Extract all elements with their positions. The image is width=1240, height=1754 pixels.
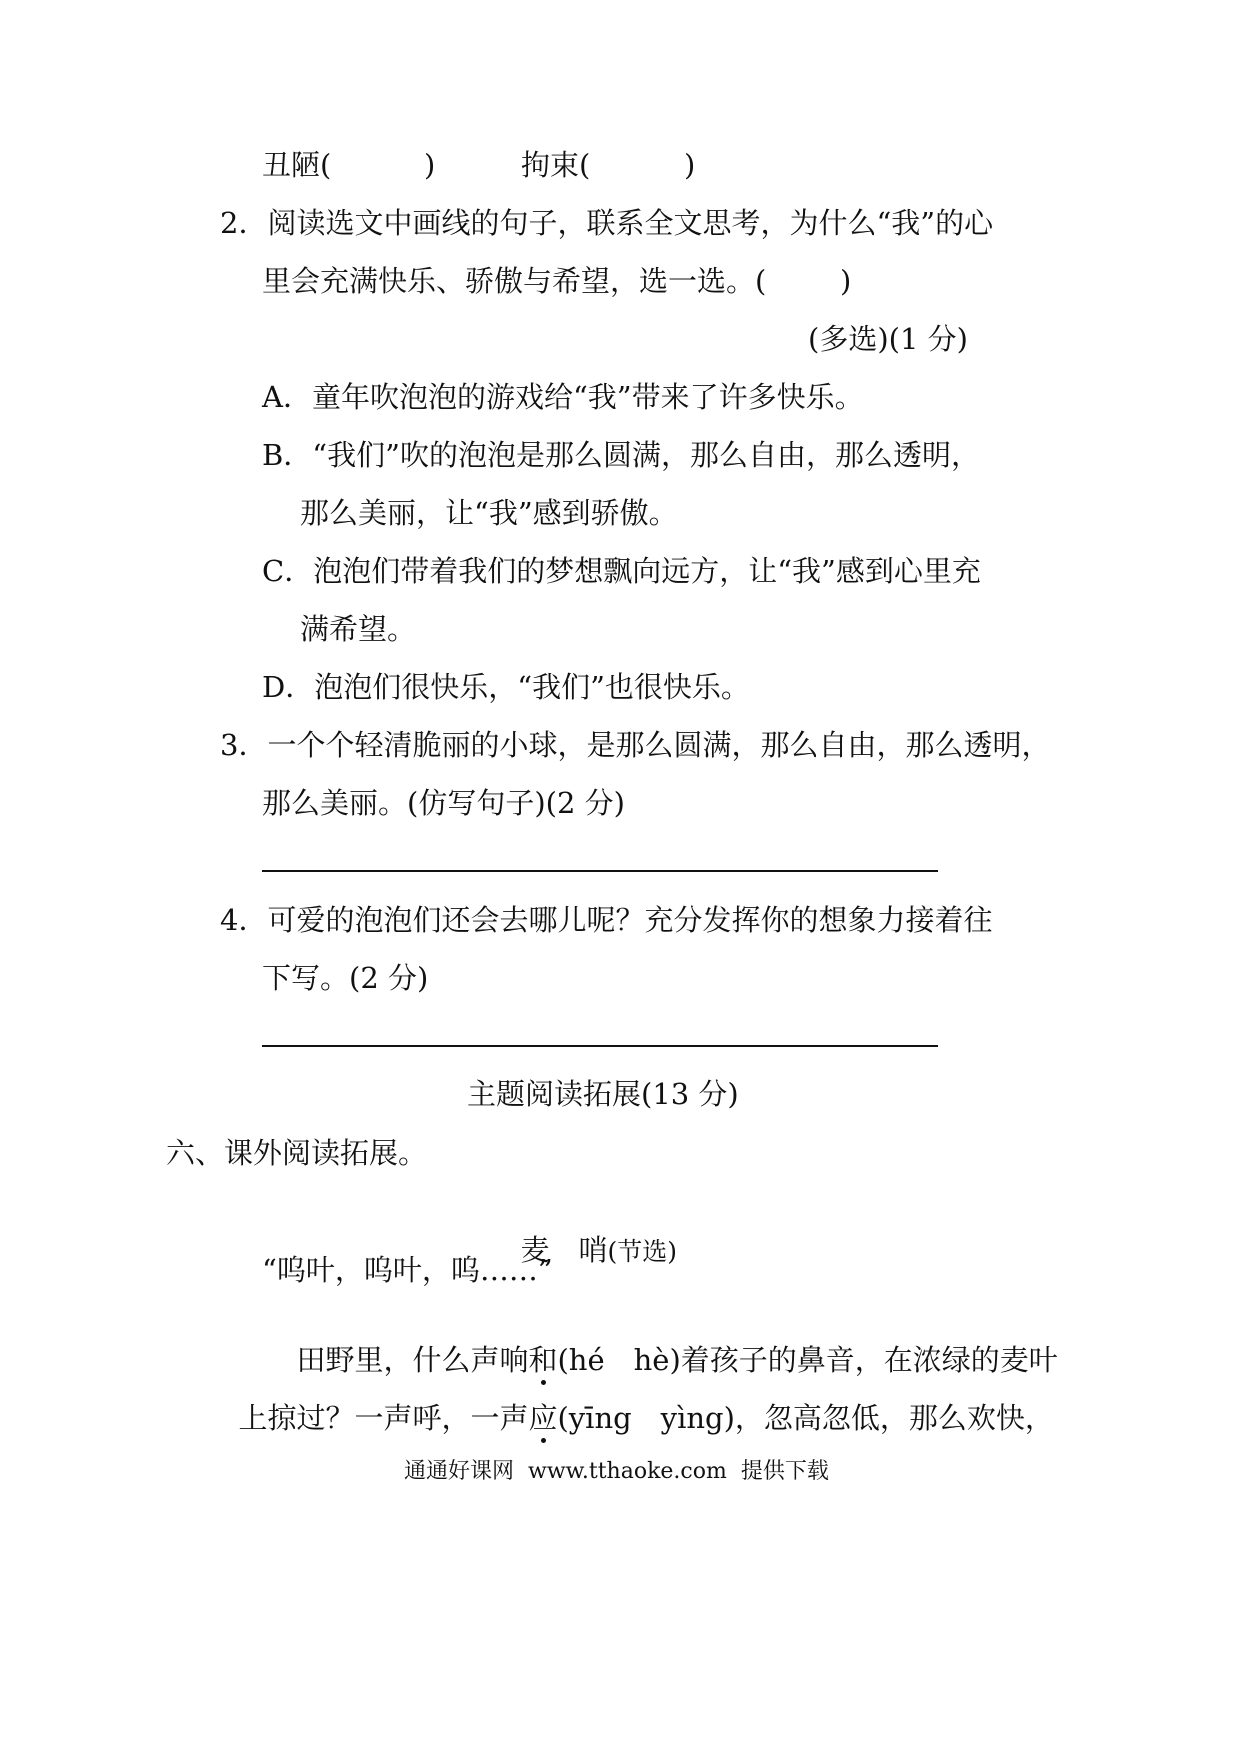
p1-text-a: 田野里，什么声响 (296, 1343, 529, 1377)
p2-dotted-char: 应 (528, 1401, 558, 1435)
q2-note: (多选)(1 分) (808, 322, 968, 356)
q2-line2: 里会充满快乐、骄傲与希望，选一选。( (262, 264, 767, 298)
q3-line1: 3．一个个轻清脆丽的小球，是那么圆满，那么自由，那么透明， (220, 728, 1051, 762)
option-b-line2: 那么美丽，让“我”感到骄傲。 (300, 496, 678, 530)
q1-word1: 丑陋( (262, 148, 332, 182)
q1-word2: 拘束( (521, 148, 591, 182)
q1-word2-close: ) (684, 148, 696, 182)
p2-text-a: 上掠过？一声呼，一声 (238, 1401, 529, 1435)
q4-line1: 4．可爱的泡泡们还会去哪儿呢？充分发挥你的想象力接着往 (220, 903, 993, 937)
section-heading: 主题阅读拓展(13 分) (467, 1077, 739, 1111)
q3-line2: 那么美丽。(仿写句子)(2 分) (262, 786, 625, 820)
article-quote: “呜叶，呜叶，呜……” (262, 1253, 553, 1287)
q2-line2-close: ) (840, 264, 852, 298)
option-c-line1: C．泡泡们带着我们的梦想飘向远方，让“我”感到心里充 (262, 554, 981, 588)
p1-text-b: (hé hè)着孩子的鼻音，在浓绿的麦叶 (557, 1343, 1058, 1377)
q3-answer-line (262, 870, 938, 872)
q4-line2: 下写。(2 分) (262, 961, 429, 995)
footer-credit: 通通好课网 www.tthaoke.com 提供下载 (404, 1459, 829, 1484)
q1-word1-close: ) (424, 148, 436, 182)
article-title-note: (节选) (607, 1237, 677, 1266)
option-b-line1: B．“我们”吹的泡泡是那么圆满，那么自由，那么透明， (262, 438, 980, 472)
q4-answer-line (262, 1045, 938, 1047)
q2-line1: 2．阅读选文中画线的句子，联系全文思考，为什么“我”的心 (220, 206, 994, 240)
option-d: D．泡泡们很快乐，“我们”也很快乐。 (262, 670, 750, 704)
article-title-text: 麦 哨 (520, 1233, 608, 1267)
option-c-line2: 满希望。 (300, 612, 417, 646)
p1-dotted-char: 和 (528, 1343, 558, 1377)
option-a: A．童年吹泡泡的游戏给“我”带来了许多快乐。 (262, 380, 864, 414)
part-six-heading: 六、课外阅读拓展。 (166, 1136, 428, 1170)
article-paragraph-line2 (220, 1358, 1054, 1438)
p2-text-b: (yīng yìng)，忽高忽低，那么欢快， (557, 1401, 1054, 1435)
